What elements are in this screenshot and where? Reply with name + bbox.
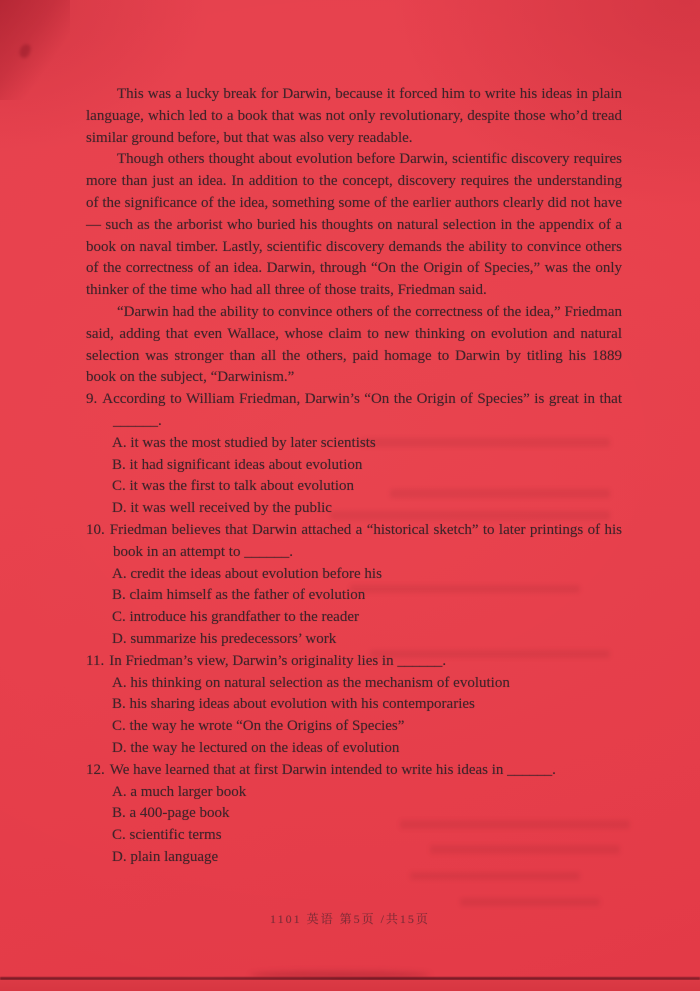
question-text: In Friedman’s view, Darwin’s originality lies in ______.	[109, 652, 447, 669]
question-11-option-c: C. the way he wrote “On the Origins of Species”	[112, 718, 405, 735]
question-9-option-a: A. it was the most studied by later scientists	[112, 434, 376, 451]
question-9	[86, 389, 622, 520]
bleed-through-mark	[460, 898, 600, 906]
question-9-stem	[86, 389, 622, 433]
question-9-option-b: B. it had significant ideas about evolution	[112, 456, 363, 473]
question-number: 12.	[86, 761, 105, 778]
question-12-stem	[86, 760, 622, 782]
paper-corner-shadow	[0, 0, 70, 100]
question-text: We have learned that at first Darwin intended to write his ideas in ______.	[109, 761, 556, 778]
question-11-option-b: B. his sharing ideas about evolution with his contemporaries	[112, 696, 475, 713]
question-9-option-d: D. it was well received by the public	[112, 500, 332, 517]
question-9-option-c: C. it was the first to talk about evolution	[112, 478, 355, 495]
question-12-option-a: A. a much larger book	[112, 783, 247, 800]
question-12-option-d: D. plain language	[112, 848, 219, 865]
question-11-option-a: A. his thinking on natural selection as the mechanism of evolution	[112, 674, 510, 691]
question-number: 9.	[86, 391, 98, 408]
question-12-option-c: C. scientific terms	[112, 827, 222, 844]
underlying-sheet-edge	[0, 980, 700, 991]
question-10-option-c: C. introduce his grandfather to the reader	[112, 609, 359, 626]
page-content	[86, 84, 622, 869]
question-text: Friedman believes that Darwin attached a “historical sketch” to later printings of his book in an attempt to ______.	[109, 521, 622, 560]
question-10-stem	[86, 520, 622, 564]
question-11-stem	[86, 651, 622, 673]
question-number: 11.	[86, 652, 105, 669]
passage-paragraph-3: “Darwin had the ability to convince others of the correctness of the idea,” Friedman said, adding that even Wallace, whose claim to new thinking on evolution and natural selection was stronger than all the others, paid homage to Darwin by titling his 1889 book on the subject, “Darwinism.”	[86, 303, 622, 386]
question-12	[86, 760, 622, 869]
question-11	[86, 651, 622, 760]
passage-paragraph-1: This was a lucky break for Darwin, because it forced him to write his ideas in plain language, which led to a book that was not only revolutionary, despite those who’d tread similar ground before, but that was also very readable.	[86, 86, 622, 146]
question-number: 10.	[86, 521, 105, 538]
question-10-option-a: A. credit the ideas about evolution before his	[112, 565, 382, 582]
page-footer: 1101 英语 第5页 /共15页	[270, 912, 430, 926]
question-text: According to William Friedman, Darwin’s “On the Origin of Species” is great in that ______.	[102, 391, 622, 429]
question-10-option-d: D. summarize his predecessors’ work	[112, 630, 337, 647]
paper-crease-mark	[18, 43, 32, 59]
question-10-option-b: B. claim himself as the father of evolution	[112, 587, 366, 604]
question-12-option-b: B. a 400-page book	[112, 805, 230, 822]
question-11-option-d: D. the way he lectured on the ideas of evolution	[112, 739, 400, 756]
bleed-through-mark	[410, 872, 580, 880]
passage-paragraph-2: Though others thought about evolution before Darwin, scientific discovery requires more than just an idea. In addition to the concept, discovery requires the understanding of the significance of the idea, something some of the earlier authors clearly did not have — such as the arborist who buried his thoughts on natural selection in the appendix of a book on naval timber. Lastly, scientific discovery demands the ability to convince others of the correctness of an idea. Darwin, through “On the Origin of Species,” was the only thinker of the time who had all three of those traits, Friedman said.	[86, 151, 622, 299]
question-10	[86, 520, 622, 651]
